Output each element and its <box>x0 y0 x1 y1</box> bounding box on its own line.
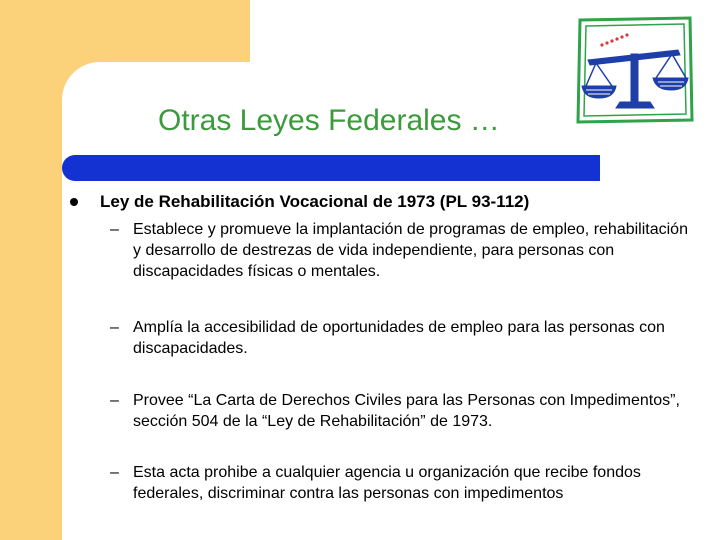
sub-bullet-text: Establece y promueve la implantación de programas de empleo, rehabilitación y desarrollo de destrezas de vida independiente, para personas con discapacidades físicas o mentales. <box>133 221 688 280</box>
dash-marker: – <box>110 464 119 481</box>
main-bullet-text: Ley de Rehabilitación Vocacional de 1973 (PL 93-112) <box>100 192 530 211</box>
slide-title: Otras Leyes Federales … <box>158 104 500 137</box>
dash-marker: – <box>110 221 119 238</box>
dash-marker: – <box>110 319 119 336</box>
sub-bullet-text: Amplía la accesibilidad de oportunidades de empleo para las personas con discapacidades. <box>133 319 665 357</box>
sub-bullet-text: Provee “La Carta de Derechos Civiles para las Personas con Impedimentos”, sección 504 de la “Ley de Rehabilitación” de 1973. <box>133 392 680 430</box>
bullet-dot-icon <box>70 198 78 206</box>
scales-of-justice-icon <box>574 14 696 126</box>
sub-bullet-text: Esta acta prohibe a cualquier agencia u organización que recibe fondos federales, discriminar contra las personas con impedimentos <box>133 464 641 502</box>
logo <box>574 14 696 126</box>
dash-marker: – <box>110 392 119 409</box>
title-underline-bar <box>62 155 600 181</box>
